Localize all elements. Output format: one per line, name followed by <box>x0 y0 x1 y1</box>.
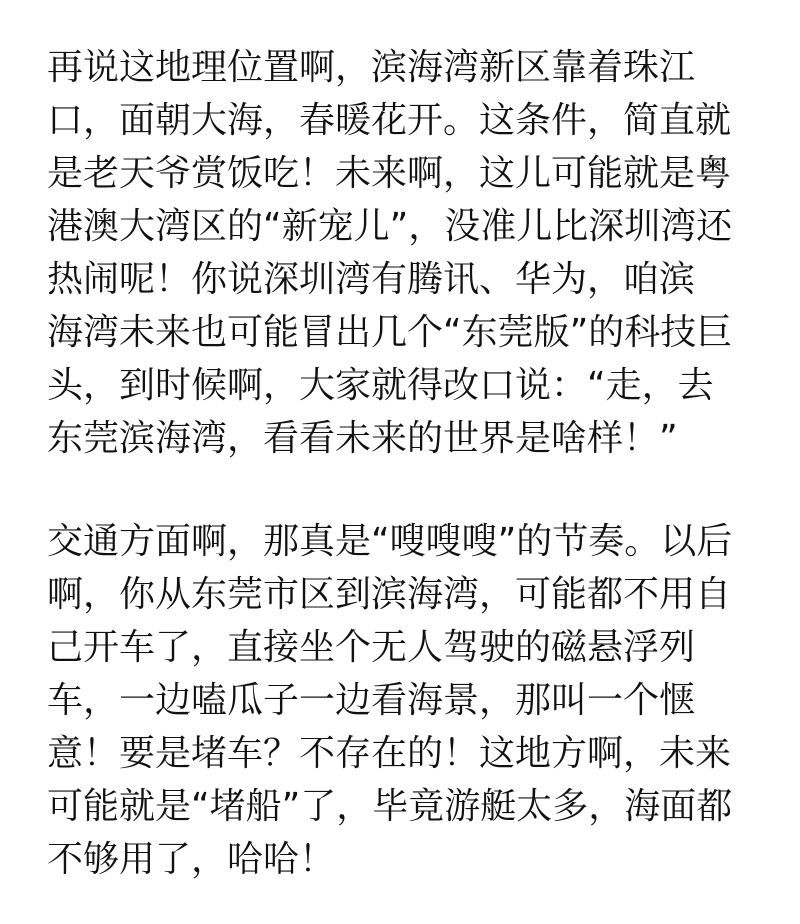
text-line: 头，到时候啊，大家就得改口说：“走，去 <box>47 365 714 406</box>
text-line: 己开车了，直接坐个无人驾驶的磁悬浮列 <box>47 627 696 668</box>
text-line: 再说这地理位置啊，滨海湾新区靠着珠江 <box>47 47 696 88</box>
text-line: 可能就是“堵船”了，毕竟游艇太多，海面都 <box>47 786 733 827</box>
text-line: 是老天爷赏饭吃！未来啊，这儿可能就是粤 <box>47 153 732 194</box>
text-line: 不够用了，哈哈！ <box>47 839 336 880</box>
text-line: 口，面朝大海，春暖花开。这条件，简直就 <box>47 100 732 141</box>
text-line: 东莞滨海湾，看看未来的世界是啥样！” <box>47 418 678 459</box>
paragraph-location <box>47 41 767 465</box>
paragraph-transport <box>47 515 767 886</box>
text-line: 港澳大湾区的“新宠儿”，没准儿比深圳湾还 <box>47 206 733 247</box>
text-line: 海湾未来也可能冒出几个“东莞版”的科技巨 <box>47 312 733 353</box>
text-line: 车，一边嗑瓜子一边看海景，那叫一个惬 <box>47 680 696 721</box>
text-line: 意！要是堵车？不存在的！这地方啊，未来 <box>47 733 732 774</box>
text-line: 啊，你从东莞市区到滨海湾，可能都不用自 <box>47 574 732 615</box>
text-line: 热闹呢！你说深圳湾有腾讯、华为，咱滨 <box>47 259 696 300</box>
text-line: 交通方面啊，那真是“嗖嗖嗖”的节奏。以后 <box>47 521 733 562</box>
